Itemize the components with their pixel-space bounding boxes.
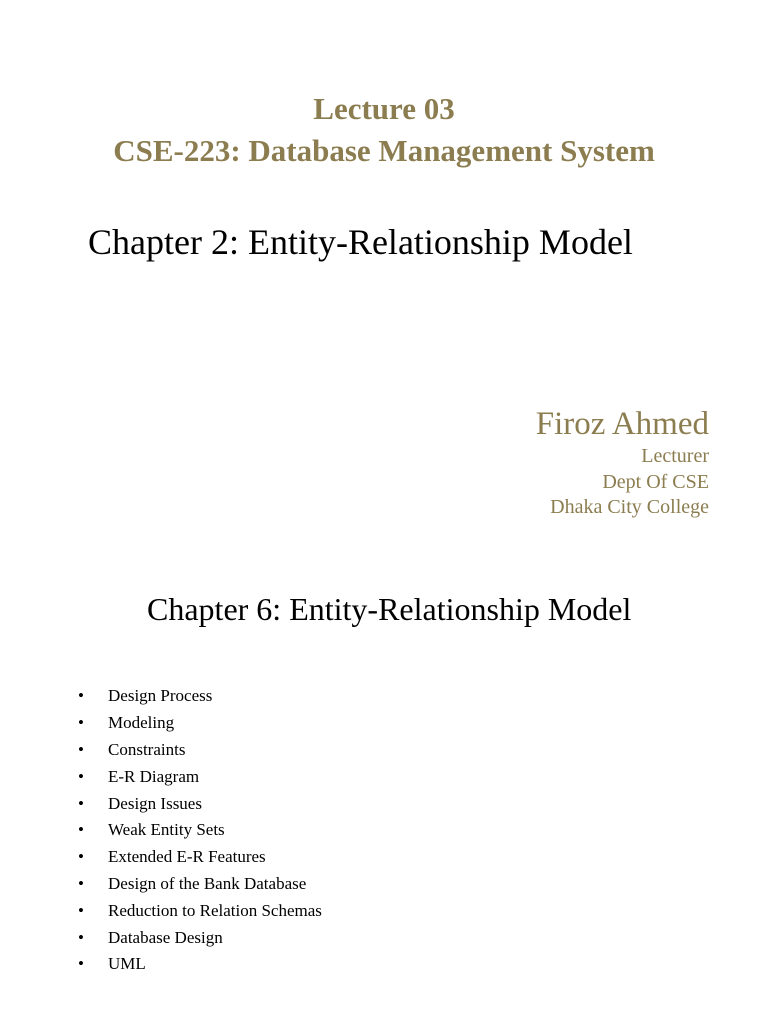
author-name: Firoz Ahmed [535, 406, 709, 442]
topic-label: E-R Diagram [108, 766, 200, 786]
list-item [78, 924, 322, 951]
list-item [78, 817, 322, 844]
bullet-icon: • [78, 793, 84, 813]
bullet-icon: • [78, 686, 84, 706]
list-item [78, 737, 322, 764]
topic-label: Modeling [108, 713, 175, 733]
chapter-title: Chapter 2: Entity-Relationship Model [88, 222, 633, 262]
list-item [78, 763, 322, 790]
topic-label: Weak Entity Sets [108, 820, 225, 840]
bullet-icon: • [78, 739, 84, 759]
outline-chapter-title: Chapter 6: Entity-Relationship Model [147, 591, 632, 627]
author-department: Dept Of CSE [602, 470, 709, 493]
author-block [536, 404, 709, 521]
bullet-icon: • [78, 766, 84, 786]
bullet-icon: • [78, 847, 84, 867]
list-item [78, 790, 322, 817]
list-item [78, 844, 322, 871]
topic-label: Reduction to Relation Schemas [108, 900, 322, 920]
topic-label: Database Design [108, 927, 223, 947]
list-item [78, 710, 322, 737]
bullet-icon: • [78, 820, 84, 840]
lecture-number: Lecture 03 [313, 91, 455, 126]
bullet-icon: • [78, 954, 84, 974]
topic-label: Constraints [108, 739, 186, 759]
bullet-icon: • [78, 873, 84, 893]
topic-label: Design Process [108, 686, 213, 706]
bullet-icon: • [78, 713, 84, 733]
course-title: CSE-223: Database Management System [113, 133, 655, 168]
bullet-icon: • [78, 900, 84, 920]
topic-list [78, 683, 322, 978]
lecture-heading [0, 88, 768, 172]
list-item [78, 871, 322, 898]
topic-label: Design Issues [108, 793, 202, 813]
list-item [78, 951, 322, 978]
author-position: Lecturer [641, 445, 709, 467]
outline-slide [0, 560, 768, 1024]
topic-label: Design of the Bank Database [108, 873, 307, 893]
topic-label: Extended E-R Features [108, 847, 266, 867]
topic-label: UML [108, 954, 146, 974]
list-item [78, 683, 322, 710]
bullet-icon: • [78, 927, 84, 947]
author-institution: Dhaka City College [550, 496, 709, 518]
list-item [78, 897, 322, 924]
